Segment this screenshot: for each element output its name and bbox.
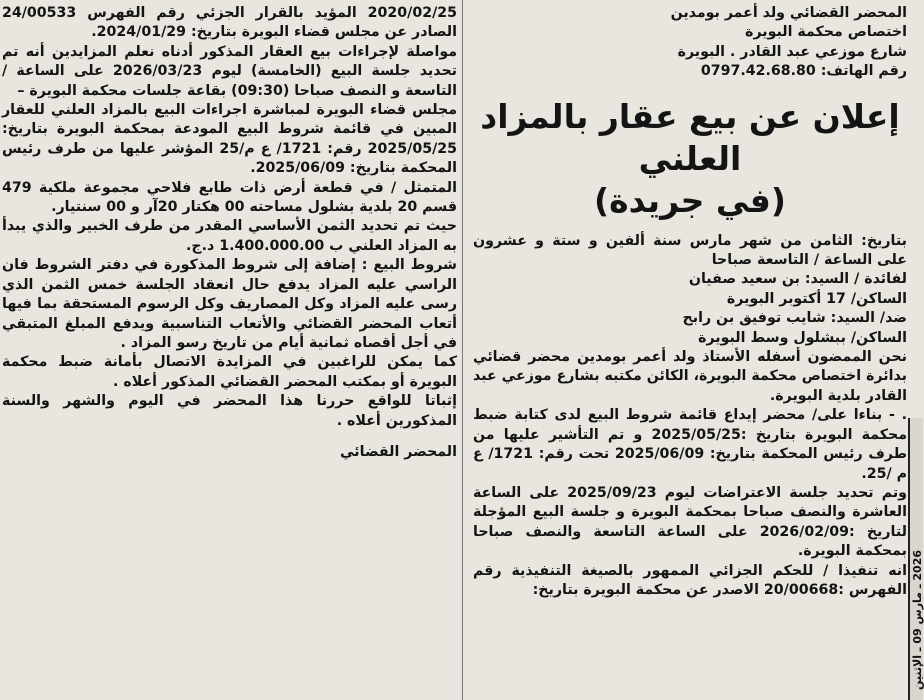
headline-line-1: إعلان عن بيع عقار بالمزاد العلني xyxy=(480,96,900,178)
signature: المحضر القضائي xyxy=(339,443,457,460)
paragraph-4: المتمثل / في قطعة أرض ذات طابع فلاحي مجموعة ملكية 479 قسم 20 بلدية بشلول مساحته 00 هكتار 20آر و 00 سنتيار. xyxy=(2,179,457,216)
beneficiary-address: الساكن/ 17 أكتوبر البويرة xyxy=(726,290,907,307)
conditions-deposit: . - بناءا على/ محضر إيداع قائمة شروط البيع لدى كتابة ضبط محكمة البويرة بتاريخ :2025/05/25 و تم التأشير عليها من طرف رئيس المحكمة بتاريخ: 2025/06/09 تحت رقم: 1721/ ع م /25. xyxy=(473,407,908,482)
notice-date: بتاريخ: الثامن من شهر مارس سنة ألفين و ستة و عشرون على الساعة / التاسعة صباحا xyxy=(473,232,907,269)
notice-main-column xyxy=(473,4,907,600)
paragraph-1: 2020/02/25 المؤيد بالقرار الجزئي رقم الفهرس 24/00533 الصادر عن مجلس قضاء البويرة بتاريخ: 2024/01/29. xyxy=(2,5,457,41)
bailiff-jurisdiction: اختصاص محكمة البويرة xyxy=(745,24,907,41)
page-edge-date: 2026 ـ مارس 09 ـ الإثنين xyxy=(911,549,924,690)
bailiff-phone: رقم الهاتف: 0797.42.68.80 xyxy=(700,63,907,80)
paragraph-8: إثباتا للواقع حررنا هذا المحضر في اليوم والشهر والسنة المذكورين أعلاه . xyxy=(2,393,457,429)
beneficiary: لفائدة / السيد: بن سعيد صفيان xyxy=(688,271,907,288)
paragraph-6: شروط البيع : إضافة إلى شروط المذكورة في دفتر الشروط فان الراسي عليه المزاد يدفع حال انعقاد الجلسة خمس الثمن الذي رسى عليه المزاد وكل المصاريف وكل الرسوم المستحقة بما فيها أتعاب المحضر القضائي والأتعاب التناسبية ويدفع المبلغ المتبقي في أجل أقصاه ثمانية أيام من تاريخ رسو المزاد . xyxy=(2,257,457,351)
paragraph-7: كما يمكن للراغبين في المزايدة الاتصال بأمانة ضبط محكمة البويرة أو بمكتب المحضر القضائي المذكور أعلاه . xyxy=(2,354,457,390)
defendant-address: الساكن/ ببشلول وسط البويرة xyxy=(698,329,907,346)
bailiff-header xyxy=(473,4,907,82)
bailiff-name: المحضر القضائي ولد أعمر بومدين xyxy=(670,5,907,21)
hearing-dates: وتم تحديد جلسة الاعتراضات ليوم 2025/09/23 على الساعة العاشرة والنصف صباحا بمحكمة البويرة و جلسة البيع المؤجلة لتاريخ :2026/02/09 على الساعة التاسعة والنصف صباحا بمحكمة البويرة. xyxy=(473,484,908,560)
bailiff-address: شارع موزعي عبد القادر . البويرة xyxy=(677,43,907,60)
defendant: ضد/ السيد: شايب توفيق بن رابح xyxy=(682,310,907,327)
bailiff-statement: نحن الممضون أسفله الأستاذ ولد أعمر بومدين محضر قضائي بدائرة اختصاص محكمة البويرة، الكائن مكتبه بشارع موزعي عبد القادر بلدية البويرة. xyxy=(473,349,907,404)
headline-line-2: (في جريدة) xyxy=(594,180,786,220)
paragraph-3: مجلس قضاء البويرة لمباشرة اجراءات البيع بالمزاد العلني للعقار المبين في قائمة شروط البيع المودعة بمحكمة البويرة بتاريخ: 2025/05/25 رقم: 1721/ ع م/25 المؤشر عليها من طرف رئيس المحكمة بتاريخ: 2025/06/09. xyxy=(2,102,457,177)
judgment-reference: انه تنفيذا / للحكم الجزائي الممهور بالصيغة التنفيذية رقم الفهرس :20/00668 الاصدر عن محكمة البويرة بتاريخ: xyxy=(473,562,907,598)
paragraph-2: مواصلة لإجراءات بيع العقار المذكور أدناه نعلم المزايدين أنه تم تحديد جلسة البيع (الخامسة) ليوم 2026/03/23 على الساعة / التاسعة و النصف صباحا (09:30) بقاعة جلسات محكمة البويرة – xyxy=(2,43,457,99)
notice-continuation-column xyxy=(2,4,457,462)
notice-headline xyxy=(473,96,907,222)
column-divider xyxy=(462,0,463,700)
paragraph-5: حيث تم تحديد الثمن الأساسي المقدر من طرف الخبير والذي يبدأ به المزاد العلني ب 1.400.000.00 د.ج. xyxy=(2,218,457,254)
